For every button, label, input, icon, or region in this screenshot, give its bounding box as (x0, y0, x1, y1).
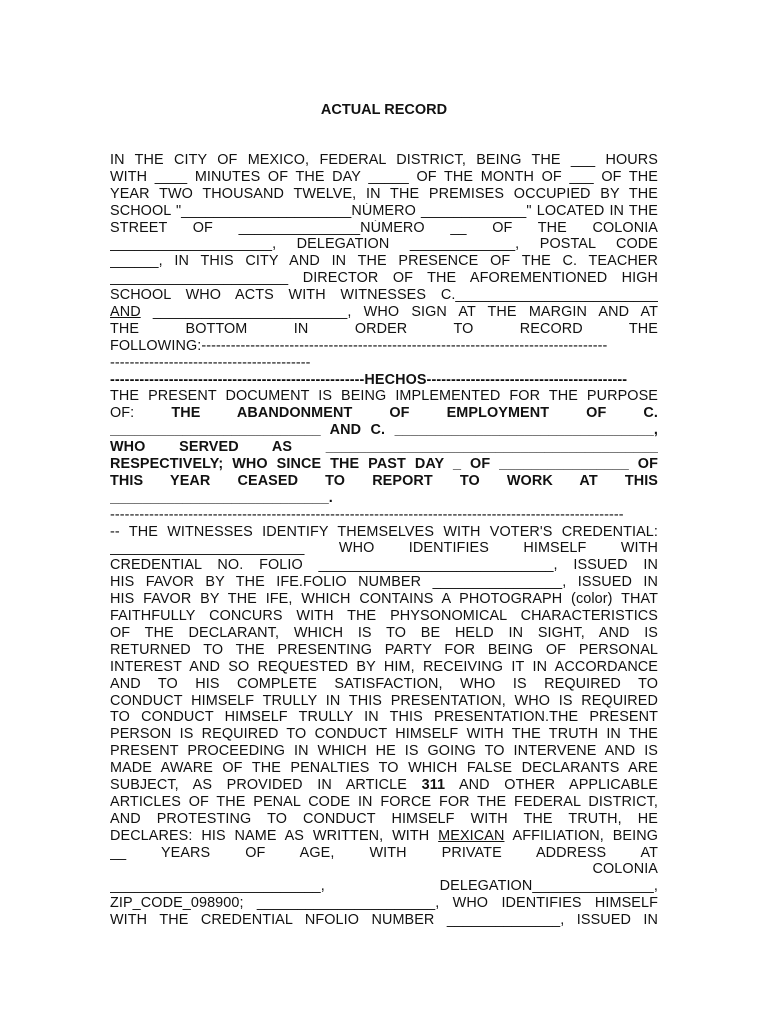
body-line: CONDUCT HIMSELF TRULLY IN THIS PRESENTATION, WHO IS REQUIRED (110, 692, 658, 709)
body-line: SCHOOL "_____________________NÚMERO _____________" LOCATED IN THE (110, 202, 658, 219)
body-line: __ YEARS OF AGE, WITH PRIVATE ADDRESS AT (110, 844, 658, 861)
body-line: IN THE CITY OF MEXICO, FEDERAL DISTRICT, BEING THE ___ HOURS (110, 152, 658, 168)
body-line: THE BOTTOM IN ORDER TO RECORD THE (110, 320, 658, 337)
document-body (110, 152, 658, 929)
body-line: ARTICLES OF THE PENAL CODE IN FORCE FOR THE FEDERAL DISTRICT, (110, 793, 658, 810)
body-line: AND TO HIS COMPLETE SATISFACTION, WHO IS REQUIRED TO (110, 675, 658, 692)
body-line-bold: RESPECTIVELY; WHO SINCE THE PAST DAY _ OF ________________ OF (110, 456, 658, 473)
body-line: -- THE WITNESSES IDENTIFY THEMSELVES WITH VOTER'S CREDENTIAL: (110, 523, 658, 540)
body-line: CREDENTIAL NO. FOLIO _____________________________, ISSUED IN (110, 557, 658, 574)
body-line: AND PROTESTING TO CONDUCT HIMSELF WITH THE TRUTH, HE (110, 810, 658, 827)
body-line: INTEREST AND SO REQUESTED BY HIM, RECEIVING IT IN ACCORDANCE (110, 658, 658, 675)
body-line: ----------------------------------------- (110, 354, 311, 371)
document-title: ACTUAL RECORD (320, 102, 448, 118)
body-line: WITH THE CREDENTIAL NFOLIO NUMBER ______________, ISSUED IN (110, 912, 658, 929)
body-line: OF THE DECLARANT, WHICH IS TO BE HELD IN SIGHT, AND IS (110, 624, 658, 641)
body-line-bold: ___________________________. (110, 489, 333, 506)
body-line: YEAR TWO THOUSAND TWELVE, IN THE PREMISES OCCUPIED BY THE (110, 185, 658, 202)
body-line: FAITHFULLY CONCURS WITH THE PHYSONOMICAL CHARACTERISTICS (110, 608, 658, 625)
body-line: PRESENT PROCEEDING IN WHICH HE IS GOING TO INTERVENE AND IS (110, 743, 658, 760)
body-line: SUBJECT, AS PROVIDED IN ARTICLE 311 AND OTHER APPLICABLE (110, 776, 658, 793)
body-line: THE PRESENT DOCUMENT IS BEING IMPLEMENTED FOR THE PURPOSE (110, 388, 658, 405)
body-line: SCHOOL WHO ACTS WITH WITNESSES C._________________________ (110, 287, 658, 304)
body-line: FOLLOWING:----------------------------------------------------------------------------------- (110, 337, 608, 354)
body-line: PERSON IS REQUIRED TO CONDUCT HIMSELF WITH THE TRUTH IN THE (110, 726, 658, 743)
body-line: HIS FAVOR BY THE IFE, WHICH CONTAINS A PHOTOGRAPH (color) THAT (110, 591, 658, 608)
body-line: ________________________ WHO IDENTIFIES HIMSELF WITH (110, 540, 658, 557)
body-line-bold: __________________________ AND C. ________________________________, (110, 422, 658, 439)
body-line-bold: WHO SERVED AS _________________________________________ (110, 439, 658, 456)
body-line-bold: OF: THE ABANDONMENT OF EMPLOYMENT OF C. (110, 405, 658, 422)
body-line: MADE AWARE OF THE PENALTIES TO WHICH FALSE DECLARANTS ARE (110, 760, 658, 777)
body-line: HIS FAVOR BY THE IFE.FOLIO NUMBER ________________, ISSUED IN (110, 574, 658, 591)
body-line-bold: THIS YEAR CEASED TO REPORT TO WORK AT THIS (110, 472, 658, 489)
body-line: ______________________ DIRECTOR OF THE AFOREMENTIONED HIGH (110, 270, 658, 287)
separator-line: --------------------------------------------------------------------------------------------------------- (110, 506, 624, 523)
body-line: AND ________________________, WHO SIGN AT THE MARGIN AND AT (110, 304, 658, 321)
body-line: STREET OF _______________NÚMERO __ OF THE COLONIA (110, 219, 658, 236)
section-heading-hechos: ----------------------------------------------------HECHOS----------------------------------------- (110, 371, 628, 388)
body-line: WITH ____ MINUTES OF THE DAY _____ OF THE MONTH OF ___ OF THE (110, 168, 658, 185)
body-line: ______, IN THIS CITY AND IN THE PRESENCE OF THE C. TEACHER (110, 253, 658, 270)
body-line: ____________________, DELEGATION _____________, POSTAL CODE (110, 236, 658, 253)
body-line: COLONIA (592, 861, 658, 878)
body-line: DECLARES: HIS NAME AS WRITTEN, WITH MEXICAN AFFILIATION, BEING (110, 827, 658, 844)
body-line: RETURNED TO THE PRESENTING PARTY FOR BEING OF PERSONAL (110, 641, 658, 658)
body-line: __________________________, DELEGATION_______________, (110, 878, 658, 895)
body-line: TO CONDUCT HIMSELF TRULLY IN THIS PRESENTATION.THE PRESENT (110, 709, 658, 726)
body-line: ZIP_CODE_098900; ______________________, WHO IDENTIFIES HIMSELF (110, 895, 658, 912)
